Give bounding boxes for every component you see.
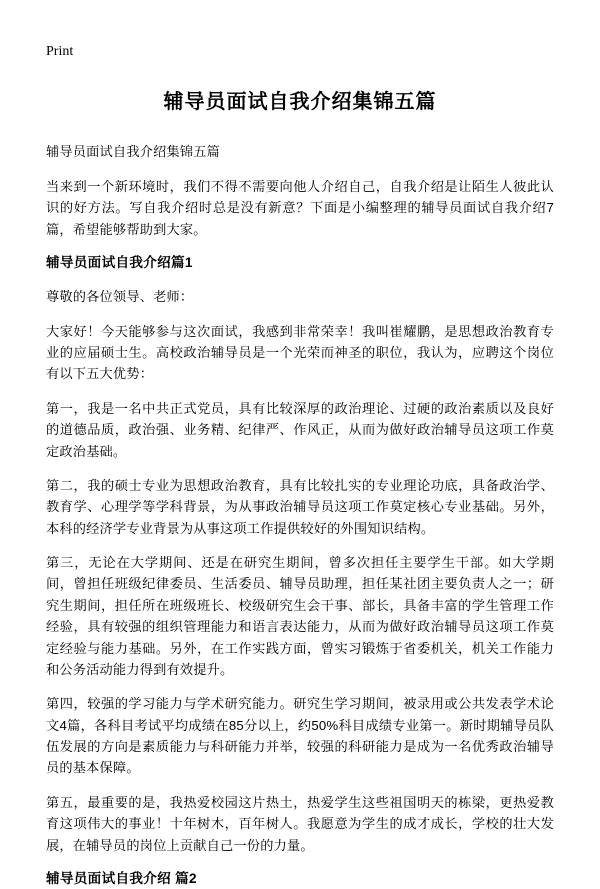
print-button[interactable]: Print — [46, 44, 74, 59]
paragraph: 第二，我的硕士专业为思想政治教育，具有比较扎实的专业理论功底，具备政治学、教育学、心理学等学科背景，为从事政治辅导员这项工作莫定核心专业基础。另外，本科的经济学专业背景为从事这项工作提供较好的外围知识结构。 — [46, 477, 554, 536]
paragraph: 当来到一个新环境时，我们不得不需要向他人介绍自己，自我介绍是让陌生人彼此认识的好方法。写自我介绍时总是没有新意？下面是小编整理的辅导员面试自我介绍7篇，希望能够帮助到大家。 — [46, 178, 554, 237]
paragraph: 辅导员面试自我介绍集锦五篇 — [46, 144, 221, 160]
page-title: 辅导员面试自我介绍集锦五篇 — [163, 91, 437, 114]
section-heading: 辅导员面试自我介绍 篇2 — [46, 870, 197, 886]
paragraph: 第一，我是一名中共正式党员，具有比较深厚的政治理论、过硬的政治素质以及良好的道德品质，政治强、业务精、纪律严、作风正，从而为做好政治辅导员这项工作莫定政治基础。 — [46, 400, 554, 459]
paragraph: 第三，无论在大学期间、还是在研究生期间，曾多次担任主要学生干部。如大学期间，曾担任班级纪律委员、生活委员、辅导员助理，担任某社团主要负责人之一；研究生期间，担任所在班级班长、校级研究生会干事、部长，具备丰富的学生管理工作经验，具有较强的组织管理能力和语言表达能力，从而为做好政治辅导员这项工作莫定经验与能力基础。另外，在工作实践方面，曾实习锻炼于省委机关，机关工作能力和公务活动能力得到有效提升。 — [46, 555, 554, 677]
paragraph: 第四，较强的学习能力与学术研究能力。研究生学习期间，被录用或公共发表学术论文4篇，各科目考试平均成绩在85分以上，约50%科目成绩专业第一。新时期辅导员队伍发展的方向是素质能力与科研能力并举，较强的科研能力是成为一名优秀政治辅导员的基本保障。 — [46, 696, 554, 776]
section-heading: 辅导员面试自我介绍篇1 — [46, 254, 193, 270]
paragraph: 大家好！今天能够参与这次面试，我感到非常荣幸！我叫崔耀鹏，是思想政治教育专业的应届硕士生。高校政治辅导员是一个光荣而神圣的职位，我认为，应聘这个岗位有以下五大优势： — [46, 323, 554, 382]
paragraph: 尊敬的各位领导、老师： — [46, 289, 194, 305]
paragraph: 第五，最重要的是，我热爱校园这片热土，热爱学生这些祖国明天的栋梁，更热爱教育这项伟大的事业！十年树木，百年树人。我愿意为学生的成才成长，学校的壮大发展，在辅导员的岗位上贡献自己一份的力量。 — [46, 794, 554, 853]
